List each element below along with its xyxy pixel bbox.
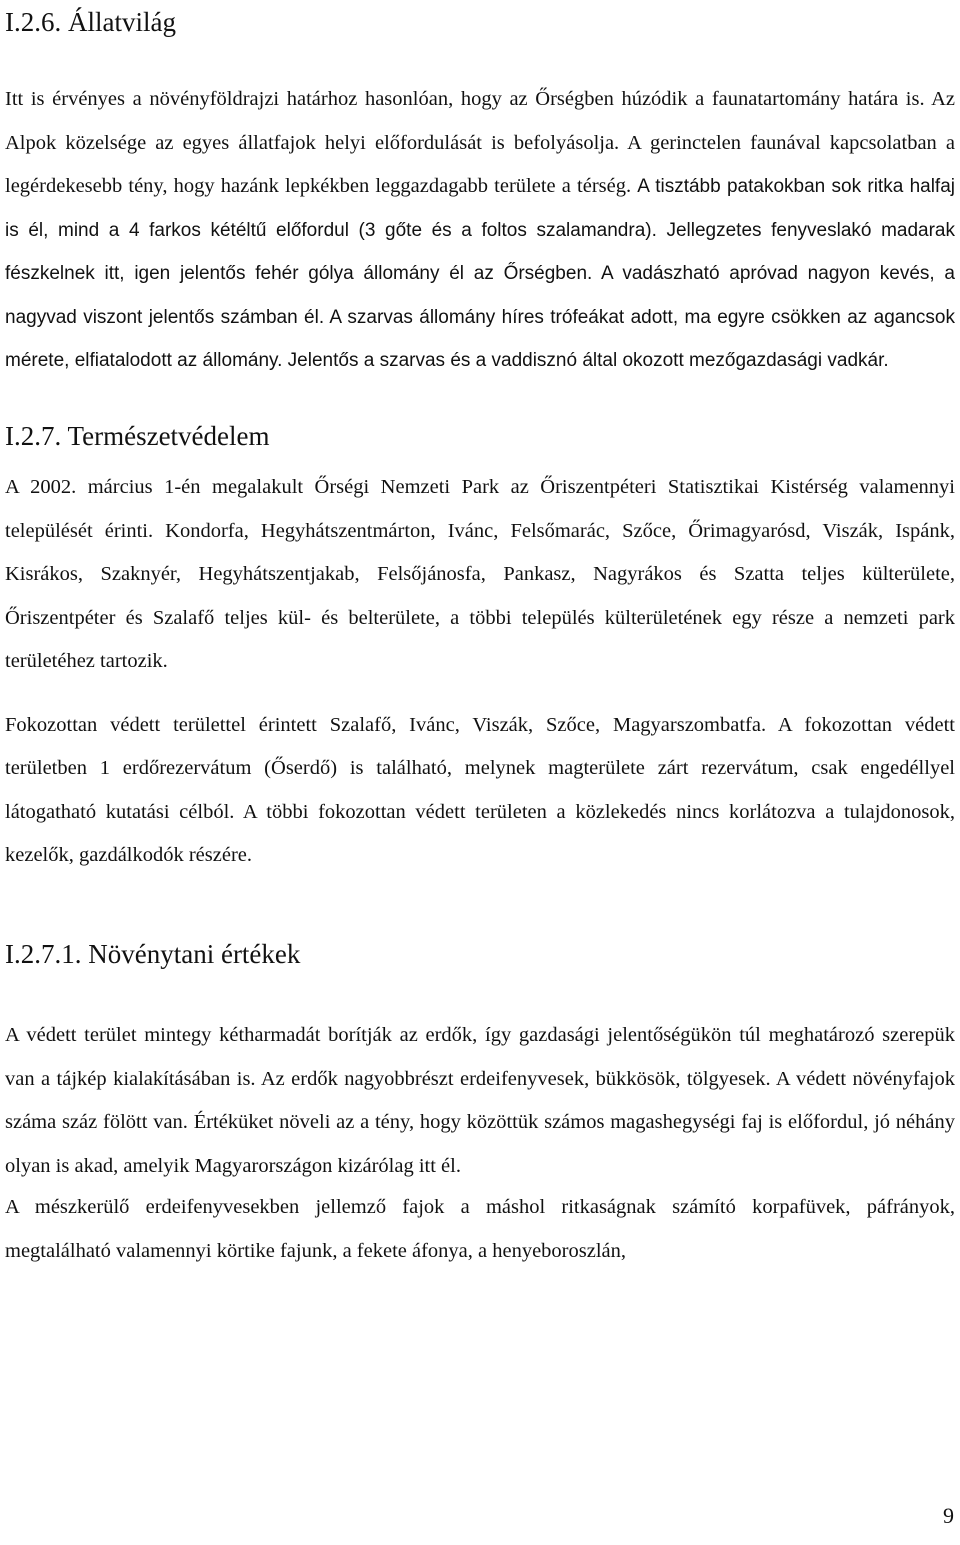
paragraph-allatvilag-intro [5,78,955,383]
page-number: 9 [943,1503,954,1528]
heading-allatvilag: I.2.6. Állatvilág [5,7,176,37]
paragraph-allatvilag-sans: A tisztább patakokban sok ritka halfaj is él, mind a 4 farkos kétéltű előfordul (3 gőte és a foltos szalamandra). Jellegzetes fenyveslakó madarak fészkelnek itt, igen jelentős fehér gólya állomány él az Őrségben. A vadászható apróvad nagyon kevés, a nagyvad viszont jelentős számban él. A szarvas állomány híres trófeákat adott, ma egyre csökken az agancsok mérete, elfiatalodott az állomány. Jelentős a szarvas és a vaddisznó által okozott mezőgazdasági vadkár. [5,176,955,372]
section-termeszetvedelem [5,420,955,878]
section-novenytani-ertekek [5,938,955,1273]
paragraph-fokozottan-vedett: Fokozottan védett területtel érintett Szalafő, Ivánc, Viszák, Szőce, Magyarszombatfa. A fokozottan védett területben 1 erdőrezervátum (Őserdő) is található, melynek magterülete zárt rezervátum, csak engedéllyel látogatható kutatási célból. A többi fokozottan védett területen a közlekedés nincs korlátozva a tulajdonosok, kezelők, gazdálkodók részére. [5,713,955,867]
heading-novenytani-ertekek: I.2.7.1. Növénytani értékek [5,938,301,969]
paragraph-allatvilag-serif: Itt is érvényes a növényföldrajzi határhoz hasonlóan, hogy az Őrségben húzódik a faunatartomány határa is. Az Alpok közelsége az egyes állatfajok helyi előfordulását is befolyásolja. A gerinctelen faunával kapcsolatban a legérdekesebb tény, hogy hazánk lepkékben leggazdagabb területe a térség. [5,88,955,198]
document-page [5,0,955,1273]
heading-termeszetvedelem: I.2.7. Természetvédelem [5,420,270,451]
paragraph-meszkerulo-erdeifenyvesek: A mészkerülő erdeifenyvesekben jellemző fajok a máshol ritkaságnak számító korpafüvek, páfrányok, megtalálható valamennyi körtike fajunk, a fekete áfonya, a henyeboroszlán, [5,1196,955,1262]
section-allatvilag [5,6,955,383]
paragraph-erdok: A védett terület mintegy kétharmadát borítják az erdők, így gazdasági jelentőségükön túl meghatározó szerepük van a tájkép kialakításában is. Az erdők nagyobbrészt erdeifenyvesek, bükkösök, tölgyesek. A védett növényfajok száma száz fölött van. Értéküket növeli az a tény, hogy közöttük számos magashegységi faj is előfordul, jó néhány olyan is akad, amelyik Magyarországon kizárólag itt él. [5,1024,955,1177]
paragraph-nemzeti-park: A 2002. március 1-én megalakult Őrségi Nemzeti Park az Őriszentpéteri Statisztikai Kistérség valamennyi települését érinti. Kondorfa, Hegyhátszentmárton, Ivánc, Felsőmarác, Szőce, Őrimagyarósd, Viszák, Ispánk, Kisrákos, Szaknyér, Hegyhátszentjakab, Felsőjánosfa, Pankasz, Nagyrákos és Szatta teljes külterülete, Őriszentpéter és Szalafő teljes kül- és belterülete, a többi település külterületének egy része a nemzeti park területéhez tartozik. [5,476,955,673]
